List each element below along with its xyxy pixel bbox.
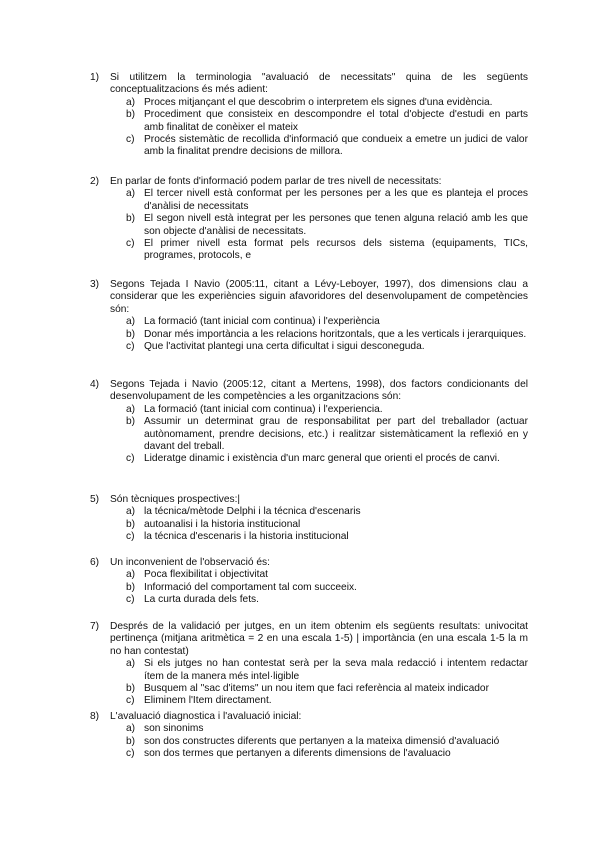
option-b xyxy=(126,519,528,531)
option-letter: a) xyxy=(126,188,136,200)
option-letter: a) xyxy=(126,96,136,108)
option-text: La formació (tant inicial com continua) i l'experiencia. xyxy=(144,403,383,415)
option-text: Assumir un determinat grau de responsabilitat per part del treballador (actuar autònomament, prendre decisions, etc.) i realitzar sistemàticament la reflexió en y davant del treball. xyxy=(144,416,528,453)
option-text: El segon nivell està integrat per les persones que tenen alguna relació amb les que son objecte d'anàlisi de necessitats. xyxy=(144,213,528,237)
question-6 xyxy=(90,557,528,607)
option-c xyxy=(126,531,528,543)
option-letter: c) xyxy=(126,531,135,543)
option-letter: a) xyxy=(126,658,136,670)
question-3 xyxy=(90,279,528,353)
option-letter: b) xyxy=(126,683,136,695)
option-letter: c) xyxy=(126,594,135,606)
option-text: son dos constructes diferents que pertanyen a la mateixa dimensió d'avaluació xyxy=(144,735,500,747)
option-text: Que l'activitat plantegi una certa dificultat i sigui desconeguda. xyxy=(144,341,425,353)
option-text: Procediment que consisteix en descompondre el total d'objecte d'estudi en parts amb finalitat de conèixer el mateix xyxy=(144,109,528,133)
question-number: 1) xyxy=(90,72,100,83)
question-number: 2) xyxy=(90,176,100,187)
option-letter: c) xyxy=(126,341,135,353)
option-letter: c) xyxy=(126,453,135,465)
option-text: autoanalisi i la historia institucional xyxy=(144,518,301,530)
question-number: 7) xyxy=(90,621,100,632)
option-list xyxy=(90,658,528,708)
option-text: la técnica/mètode Delphi i la técnica d'escenaris xyxy=(144,506,361,518)
option-b xyxy=(126,109,528,134)
option-b xyxy=(126,213,528,238)
option-list xyxy=(90,723,528,760)
option-a xyxy=(126,506,528,518)
question-text: Si utilitzem la terminologia "avaluació de necessitats" quina de les següents conceptualitzacions és més adient: xyxy=(110,72,528,96)
question-number: 8) xyxy=(90,711,100,722)
question-text: Segons Tejada I Navio (2005:11, citant a Lévy-Leboyer, 1997), dos dimensions clau a considerar que les experiències siguin afavoridores del desenvolupament de competències són: xyxy=(110,279,528,315)
question-5 xyxy=(90,494,528,544)
option-text: Busquem al "sac d'items" un nou item que faci referència al mateix indicador xyxy=(144,683,489,695)
option-a xyxy=(126,569,528,581)
option-c xyxy=(126,748,528,760)
option-a xyxy=(126,316,528,328)
question-8 xyxy=(90,711,528,761)
option-text: Eliminem l'Item directament. xyxy=(144,695,272,707)
option-text: Donar més importància a les relacions horitzontals, que a les verticals i jerarquiques. xyxy=(144,328,527,340)
option-letter: b) xyxy=(126,213,136,225)
option-b xyxy=(126,736,528,748)
option-c xyxy=(126,134,528,159)
option-text: Poca flexibilitat i objectivitat xyxy=(144,569,269,581)
option-letter: a) xyxy=(126,506,136,518)
option-letter: b) xyxy=(126,328,136,340)
option-text: son dos termes que pertanyen a diferents dimensions de l'avaluacio xyxy=(144,748,451,760)
option-text: la técnica d'escenaris i la historia institucional xyxy=(144,531,349,543)
question-7 xyxy=(90,621,528,708)
question-text: En parlar de fonts d'informació podem parlar de tres nivell de necessitats: xyxy=(110,176,442,187)
option-letter: b) xyxy=(126,416,136,428)
option-letter: a) xyxy=(126,569,136,581)
option-a xyxy=(126,97,528,109)
option-letter: b) xyxy=(126,735,136,747)
option-text: El tercer nivell està conformat per les persones per a les que es planteja el proces d'anàlisi de necessitats xyxy=(144,188,528,212)
option-text: Si els jutges no han contestat serà per la seva mala redacció i intentem redactar ítem de la manera més intel·ligible xyxy=(144,658,528,682)
option-text: Proces mitjançant el que descobrim o interpretem els signes d'una evidència. xyxy=(144,96,493,108)
option-a xyxy=(126,658,528,683)
option-text: La curta durada dels fets. xyxy=(144,594,259,606)
option-b xyxy=(126,683,528,695)
option-list xyxy=(90,569,528,606)
question-text: Són tècniques prospectives:| xyxy=(110,494,241,505)
question-text: L'avaluació diagnostica i l'avaluació inicial: xyxy=(110,711,302,722)
option-c xyxy=(126,341,528,353)
option-text: Informació del comportament tal com succeeix. xyxy=(144,581,357,593)
option-a xyxy=(126,188,528,213)
option-text: La formació (tant inicial com continua) i l'experiència xyxy=(144,316,380,328)
option-letter: c) xyxy=(126,695,135,707)
option-c xyxy=(126,594,528,606)
question-2 xyxy=(90,176,528,263)
question-number: 3) xyxy=(90,279,100,290)
option-letter: b) xyxy=(126,518,136,530)
option-list xyxy=(90,97,528,159)
option-letter: a) xyxy=(126,403,136,415)
option-letter: b) xyxy=(126,581,136,593)
question-number: 5) xyxy=(90,494,100,505)
question-text: Segons Tejada i Navio (2005:12, citant a Mertens, 1998), dos factors condicionants del desenvolupament de les competències a les organitzacions són: xyxy=(110,379,528,403)
option-list xyxy=(90,316,528,353)
option-letter: c) xyxy=(126,134,135,146)
option-a xyxy=(126,723,528,735)
option-text: El primer nivell esta format pels recursos dels sistema (equipaments, TICs, programes, protocols, e xyxy=(144,238,528,262)
option-letter: c) xyxy=(126,748,135,760)
option-b xyxy=(126,416,528,453)
question-number: 6) xyxy=(90,557,100,568)
option-letter: b) xyxy=(126,109,136,121)
question-4 xyxy=(90,379,528,466)
question-text: Un inconvenient de l'observació és: xyxy=(110,557,270,568)
option-list xyxy=(90,506,528,543)
question-number: 4) xyxy=(90,379,100,390)
option-text: son sinonims xyxy=(144,723,204,735)
option-text: Procés sistemàtic de recollida d'informació que condueix a emetre un judici de valor amb la finalitat prendre decisions de millora. xyxy=(144,134,528,158)
option-text: Lideratge dinamic i existència d'un marc general que orienti el procés de canvi. xyxy=(144,453,500,465)
option-b xyxy=(126,582,528,594)
option-list xyxy=(90,188,528,262)
option-c xyxy=(126,238,528,263)
option-letter: a) xyxy=(126,316,136,328)
option-c xyxy=(126,695,528,707)
option-letter: c) xyxy=(126,238,135,250)
question-1 xyxy=(90,72,528,159)
question-text: Després de la validació per jutges, en un item obtenim els següents resultats: univocitat pertinença (mitjana aritmètica = 2 en una escala 1-5) | importància (en una escala 1-5 la m no han contestat) xyxy=(110,621,528,657)
option-a xyxy=(126,404,528,416)
option-letter: a) xyxy=(126,723,136,735)
option-b xyxy=(126,329,528,341)
option-list xyxy=(90,404,528,466)
option-c xyxy=(126,453,528,465)
